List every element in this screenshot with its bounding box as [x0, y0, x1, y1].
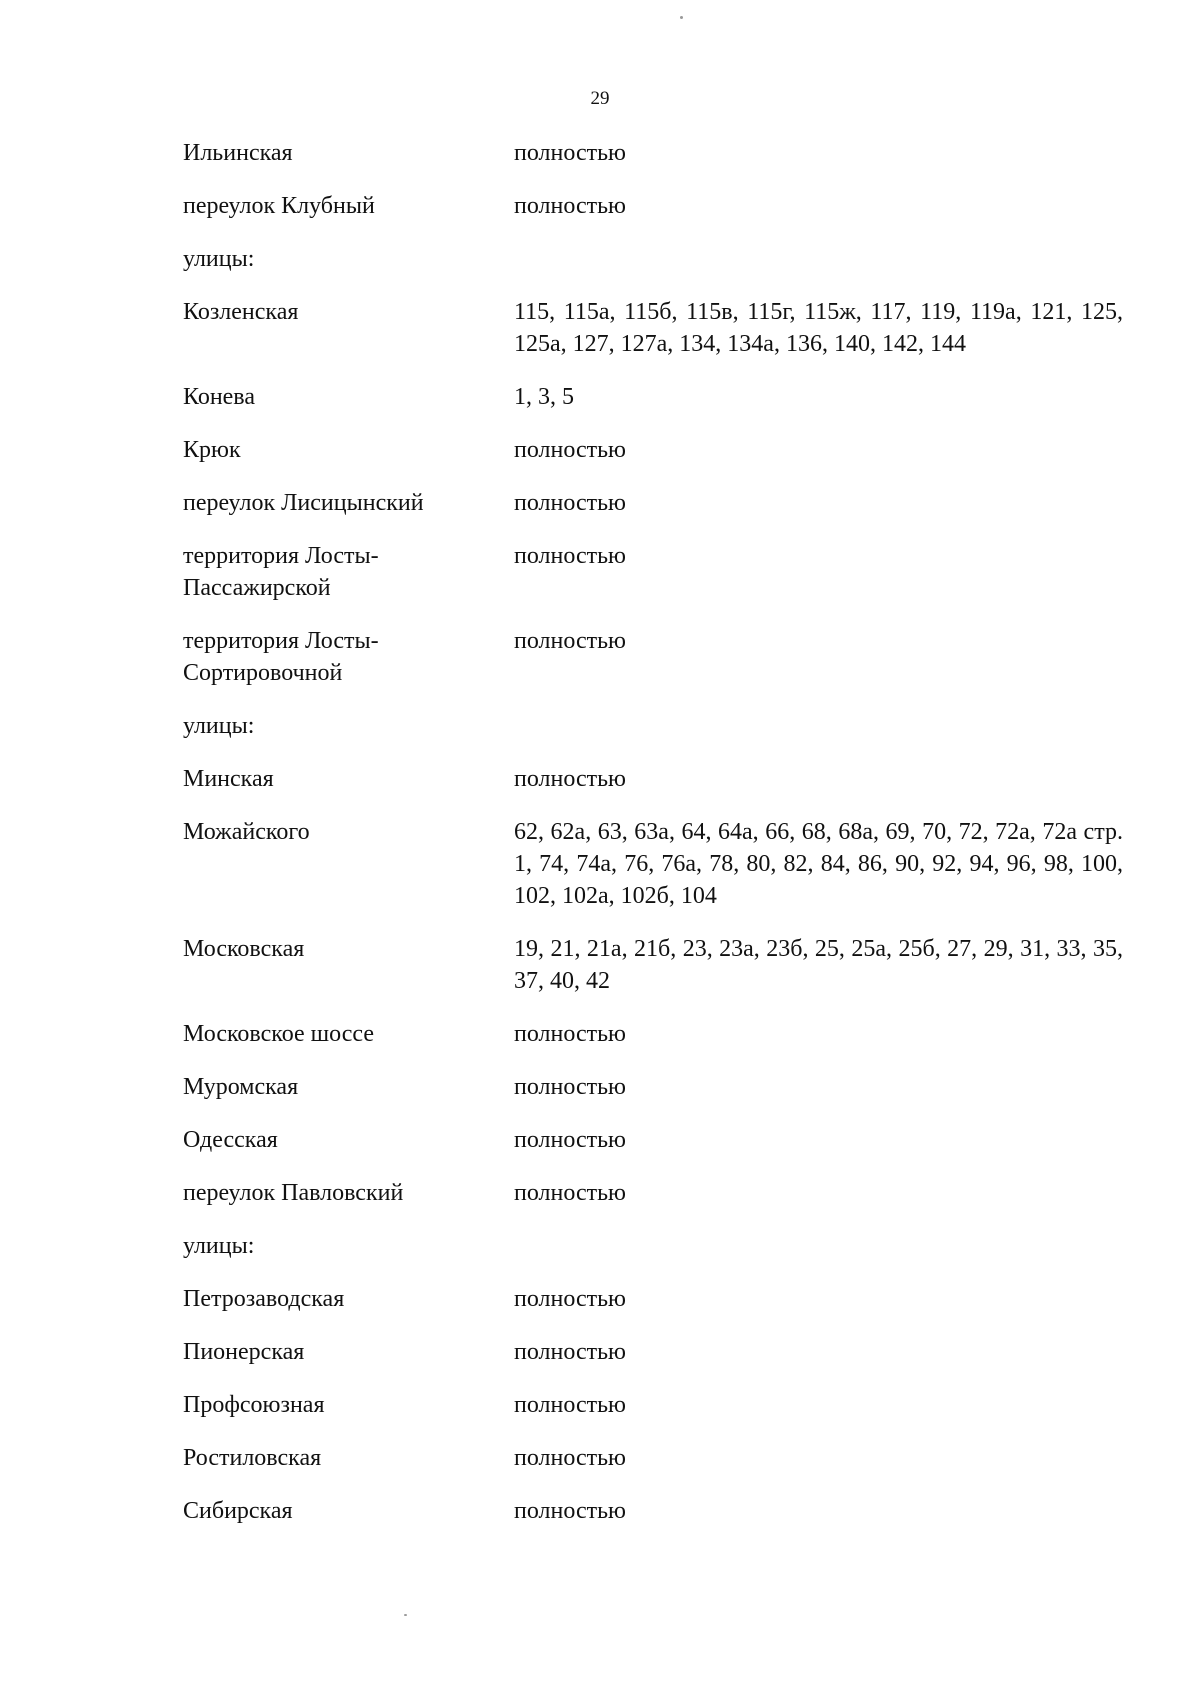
street-name: переулок Лисицынский	[183, 490, 424, 516]
house-numbers: полностью	[514, 1074, 626, 1100]
street-name: переулок Павловский	[183, 1180, 404, 1206]
street-name: Ростиловская	[183, 1445, 322, 1471]
street-name: Профсоюзная	[183, 1392, 325, 1418]
street-row	[183, 933, 1123, 997]
street-name: территория Лосты-Сортировочной	[183, 628, 379, 686]
street-name: Можайского	[183, 819, 310, 845]
street-name: Петрозаводская	[183, 1286, 345, 1312]
house-numbers: полностью	[514, 543, 626, 569]
house-numbers: 1, 3, 5	[514, 384, 574, 410]
street-name: Пионерская	[183, 1339, 305, 1365]
street-row	[183, 137, 1123, 169]
house-numbers: полностью	[514, 1127, 626, 1153]
scan-speck	[404, 1614, 407, 1616]
house-numbers: полностью	[514, 1180, 626, 1206]
house-numbers: полностью	[514, 628, 626, 654]
street-row	[183, 1230, 1123, 1262]
street-row	[183, 625, 1123, 689]
house-numbers: полностью	[514, 766, 626, 792]
house-numbers: полностью	[514, 490, 626, 516]
house-numbers: 19, 21, 21а, 21б, 23, 23а, 23б, 25, 25а, 25б, 27, 29, 31, 33, 35, 37, 40, 42	[514, 936, 1123, 994]
street-name: Одесская	[183, 1127, 278, 1153]
street-row	[183, 1177, 1123, 1209]
street-name: улицы:	[183, 713, 255, 739]
street-name: Ильинская	[183, 140, 293, 166]
page-number: 29	[590, 88, 610, 109]
street-row	[183, 1071, 1123, 1103]
street-row	[183, 1495, 1123, 1527]
street-row	[183, 710, 1123, 742]
street-row	[183, 816, 1123, 912]
house-numbers: полностью	[514, 1339, 626, 1365]
street-row	[183, 1336, 1123, 1368]
street-row	[183, 381, 1123, 413]
street-name: Московское шоссе	[183, 1021, 374, 1047]
street-row	[183, 1124, 1123, 1156]
house-numbers: полностью	[514, 140, 626, 166]
house-numbers: полностью	[514, 437, 626, 463]
street-name: Крюк	[183, 437, 241, 463]
street-row	[183, 434, 1123, 466]
street-name: территория Лосты-Пассажирской	[183, 543, 379, 601]
scan-speck	[680, 16, 683, 19]
house-numbers: полностью	[514, 1286, 626, 1312]
street-row	[183, 243, 1123, 275]
street-row	[183, 540, 1123, 604]
street-row	[183, 763, 1123, 795]
street-name: переулок Клубный	[183, 193, 375, 219]
street-row	[183, 1283, 1123, 1315]
house-numbers: полностью	[514, 1021, 626, 1047]
street-name: Конева	[183, 384, 255, 410]
house-numbers: 62, 62а, 63, 63а, 64, 64а, 66, 68, 68а, 69, 70, 72, 72а, 72а стр. 1, 74, 74а, 76, 76а, 78, 80, 82, 84, 86, 90, 92, 94, 96, 98, 100, 102, 102а, 102б, 104	[514, 819, 1123, 909]
street-name: улицы:	[183, 246, 255, 272]
house-numbers: полностью	[514, 1392, 626, 1418]
house-numbers: полностью	[514, 193, 626, 219]
street-row	[183, 1389, 1123, 1421]
street-row	[183, 296, 1123, 360]
street-row	[183, 1442, 1123, 1474]
street-row	[183, 1018, 1123, 1050]
street-name: Минская	[183, 766, 274, 792]
house-numbers: полностью	[514, 1445, 626, 1471]
house-numbers: полностью	[514, 1498, 626, 1524]
street-name: Козленская	[183, 299, 299, 325]
street-name: Муромская	[183, 1074, 299, 1100]
street-name: Сибирская	[183, 1498, 293, 1524]
street-name: Московская	[183, 936, 305, 962]
house-numbers: 115, 115а, 115б, 115в, 115г, 115ж, 117, 119, 119а, 121, 125, 125а, 127, 127а, 134, 134а, 136, 140, 142, 144	[514, 299, 1123, 357]
street-row	[183, 487, 1123, 519]
street-name: улицы:	[183, 1233, 255, 1259]
street-row	[183, 190, 1123, 222]
street-list	[183, 137, 1123, 1548]
